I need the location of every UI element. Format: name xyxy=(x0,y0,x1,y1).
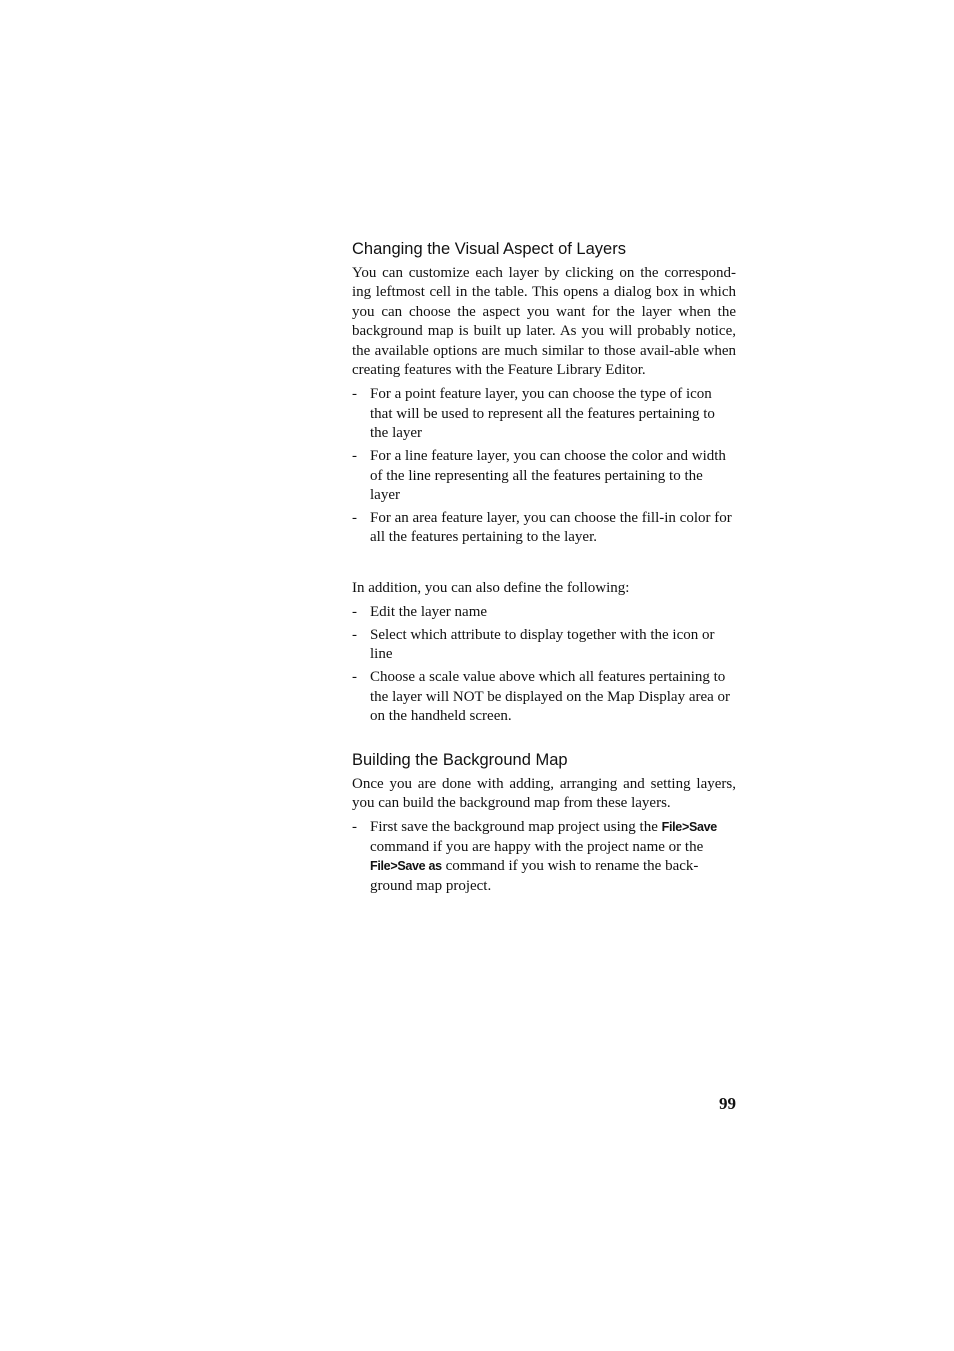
page-content xyxy=(352,238,736,899)
file-save-as-command: File>Save as xyxy=(370,859,442,874)
step-text-middle: command if you are happy with the project name or the xyxy=(370,838,704,855)
list-item-point-layer: - For a point feature layer, you can choose the type of icon that will be used to represent all the features pertaining to the layer xyxy=(352,385,736,443)
list-item-scale-value: - Choose a scale value above which all features pertaining to the layer will NOT be displayed on the Map Display area or on the handheld screen. xyxy=(352,668,736,726)
page-number: 99 xyxy=(719,1094,736,1113)
section-heading-visual-aspect: Changing the Visual Aspect of Layers xyxy=(352,240,626,258)
additional-options-list xyxy=(352,603,736,726)
list-item-save-project xyxy=(352,818,736,896)
addition-intro: In addition, you can also define the following: xyxy=(352,579,630,596)
list-item-line-layer: - For a line feature layer, you can choose the color and width of the line representing all the features pertaining to the layer xyxy=(352,447,736,505)
intro-paragraph: You can customize each layer by clicking on the correspond-ing leftmost cell in the table. This opens a dialog box in which you can choose the aspect you want for the layer when the background map is built up later. As you will probably notice, the available options are much similar to those avail-able when creating features with the Feature Library Editor. xyxy=(352,265,736,379)
build-intro-paragraph: Once you are done with adding, arranging and setting layers, you can build the background map from these layers. xyxy=(352,775,736,811)
list-item-edit-name: - Edit the layer name xyxy=(352,603,736,622)
list-item-area-layer: - For an area feature layer, you can choose the fill-in color for all the features pertaining to the layer. xyxy=(352,509,736,548)
file-save-command: File>Save xyxy=(661,820,717,835)
build-steps-list xyxy=(352,818,736,896)
list-item-select-attribute: - Select which attribute to display together with the icon or line xyxy=(352,626,736,665)
section-heading-background-map: Building the Background Map xyxy=(352,750,568,769)
layer-type-options-list xyxy=(352,385,736,547)
step-text-after: command if you wish to rename the back-ground map project. xyxy=(370,858,699,894)
step-text-before: First save the background map project using the xyxy=(370,819,662,836)
